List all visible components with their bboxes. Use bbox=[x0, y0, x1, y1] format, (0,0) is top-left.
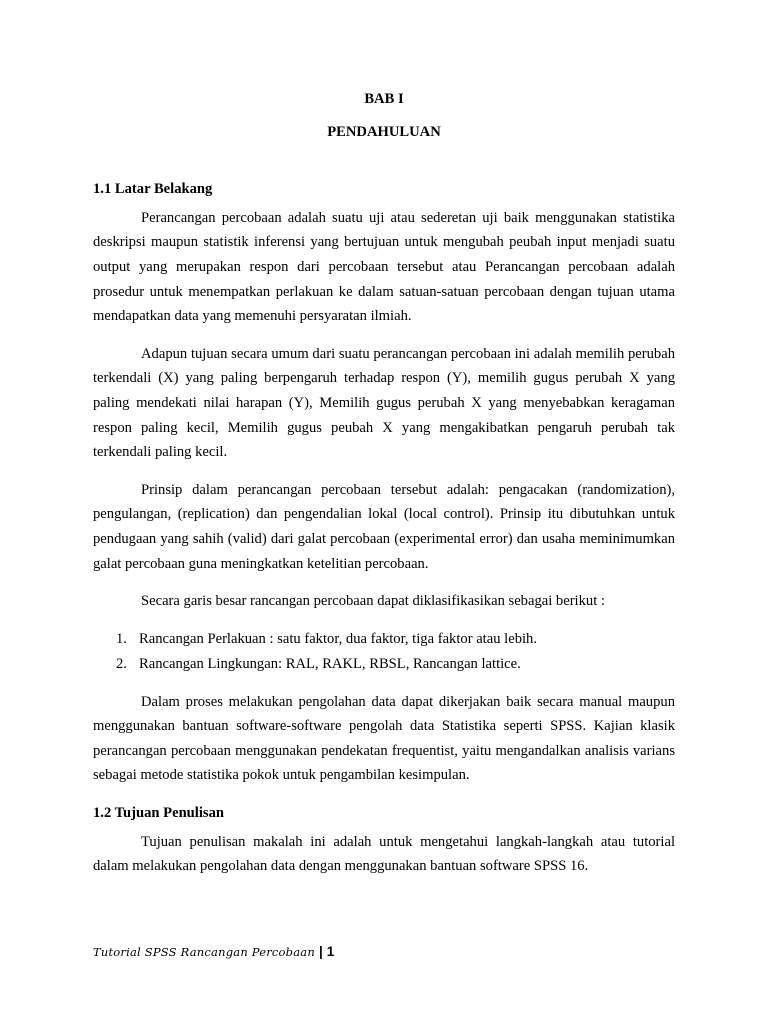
page-footer bbox=[93, 944, 334, 960]
chapter-number: BAB I bbox=[364, 91, 404, 107]
section-heading-tujuan-penulisan: 1.2 Tujuan Penulisan bbox=[93, 805, 225, 822]
page-number: 1 bbox=[326, 944, 335, 959]
classification-list bbox=[93, 627, 675, 677]
document-page bbox=[93, 87, 675, 892]
section-heading-latar-belakang: 1.1 Latar Belakang bbox=[93, 181, 213, 198]
paragraph: Prinsip dalam perancangan percobaan tersebut adalah: pengacakan (randomization), pengulangan, (replication) dan pengendalian lokal (local control). Prinsip itu dibutuhkan untuk pendugaan yang sahih (valid) dari galat percobaan (experimental error) dan usaha meminimumkan galat percobaan guna meningkatkan ketelitian percobaan. bbox=[93, 481, 675, 572]
paragraph: Adapun tujuan secara umum dari suatu perancangan percobaan ini adalah memilih perubah terkendali (X) yang paling berpengaruh terhadap respon (Y), memilih gugus perubah X yang paling mendekati nilai harapan (Y), Memilih gugus perubah X yang menyebabkan keragaman respon paling kecil, Memilih gugus peubah X yang mengakibatkan pengaruh perubah tak terkendali paling kecil. bbox=[93, 345, 675, 461]
list-item-number: 1. bbox=[116, 630, 127, 647]
paragraph: Secara garis besar rancangan percobaan dapat diklasifikasikan sebagai berikut : bbox=[141, 593, 605, 610]
list-item-number: 2. bbox=[116, 655, 127, 672]
paragraph: Perancangan percobaan adalah suatu uji atau sederetan uji baik menggunakan statistika deskripsi maupun statistik inferensi yang bertujuan untuk mengubah peubah input menjadi suatu output yang merupakan respon dari percobaan tersebut atau Perancangan percobaan adalah prosedur untuk menempatkan perlakuan ke dalam satuan-satuan percobaan dengan tujuan utama mendapatkan data yang memenuhi persyaratan ilmiah. bbox=[93, 209, 675, 325]
list-item-text: Rancangan Lingkungan: RAL, RAKL, RBSL, Rancangan lattice. bbox=[139, 655, 521, 672]
paragraph: Dalam proses melakukan pengolahan data dapat dikerjakan baik secara manual maupun menggunakan bantuan software-software pengolah data Statistika seperti SPSS. Kajian klasik perancangan percobaan menggunakan pendekatan frequentist, yaitu mengandalkan analisis varians sebagai metode statistika pokok untuk pengambilan kesimpulan. bbox=[93, 693, 675, 784]
chapter-title: PENDAHULUAN bbox=[327, 123, 441, 140]
footer-title: Tutorial SPSS Rancangan Percobaan bbox=[93, 945, 315, 959]
list-item bbox=[93, 652, 675, 677]
footer-separator: | bbox=[318, 944, 323, 959]
list-item-text: Rancangan Perlakuan : satu faktor, dua faktor, tiga faktor atau lebih. bbox=[139, 630, 537, 647]
list-item bbox=[93, 627, 675, 652]
paragraph: Tujuan penulisan makalah ini adalah untuk mengetahui langkah-langkah atau tutorial dalam melakukan pengolahan data dengan menggunakan bantuan software SPSS 16. bbox=[93, 833, 675, 875]
